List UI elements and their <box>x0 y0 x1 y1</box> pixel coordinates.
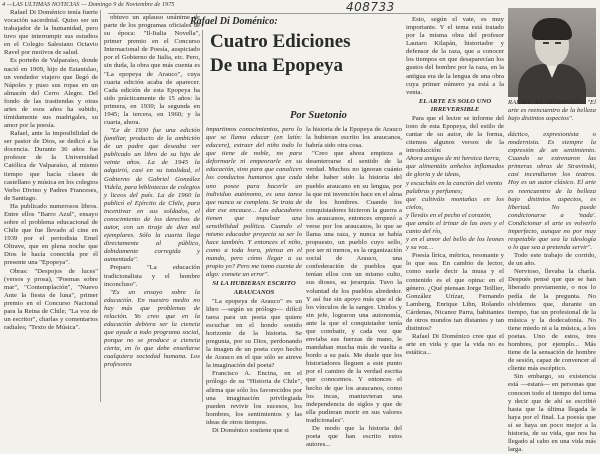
paragraph: impartimos conocimientos, pero lo que se llama educar (en latín: educere), extraer del niño todo lo que tiene de noble, no para deformarle ni empeorarle en su educación, sino para que canalicen los conductos humanos que cada uno posee para hacerle un individuo autónomo, es una tarea que nunca se completa. Se trata de dar ese encauce... Los educadores tienen que impulsar una sensibilidad política. Cuando el mismo educador proyecta su ser lo hace también. Y entonces el niño, como a toda hora, piensa en el mando, pero cómo llegar a su propio yo? Pero me tomo cuenta de algo: comete un error". <box>206 126 302 279</box>
paragraph: Obras: "Despojos de luces" (versos y prosa), "Poemas sobre mar", "Contemplación", "Nuevo Ante la fiesta de luna", primer premio en el Concurso Nacional para la Reina de Chile; "La voz de un escritor", charlas y comentarios radiales; "Texto de Música". <box>4 267 98 332</box>
paragraph: Ha publicado numerosos libros. Entre ellos "Barro Azul", ensayo sobre el problema educacional de Chile que fue llevado al cine en 1939 por el periodista Emel Oltrave, que en plena noche que Dios le hacía conocida por él presente una "Epopeya". <box>4 202 98 267</box>
headline-line-1: Cuatro Ediciones <box>210 31 351 52</box>
verse-line: palabras y perfumes; <box>406 187 463 195</box>
paragraph: Nervioso, llevaba la charla. Después pensé que que se han liberado previamente, o nos lo pedía de la pregunta. No olvidemos que, durante un tiempo, fue un profesional de la música y la dodecafonía. No tiene miedo ni a la música, a los poetas. Uno de estos, tres hombres, por ejemplo... Más tiene de la sensación de hombre de sesión, capaz de convencer al cliente más escéptico. <box>508 268 596 373</box>
author-portrait-photo <box>508 8 596 97</box>
paragraph: Preparo "La educación tradicionalista y el hombre inconcluso". <box>104 264 200 288</box>
subheading: SI LA HUBIERAN ESCRITO ARAUCANOS <box>212 280 296 296</box>
paragraph: Rafael Di Doménico tenía fuerte vocación sacerdotal. Quiso ser un trabajador de la humanidad, pero tuvo que interrumpir sus estudios en el Colegio Salesiano Octavio Ravel por motivos de salud. <box>4 9 98 57</box>
column-rule <box>202 30 203 402</box>
column-5 <box>406 16 504 404</box>
paragraph: Esto, según el vate, es muy importante. Y el tema está tratado por la misma obra del profesor Lautaro Kilapán, historiador y defensor de la raza, que a conocer los tiempos en que desaparecían los gustos del hombre por la raza, en la antigua era de la lengua de una obra cuya primer número ya está a la venta. <box>406 16 504 96</box>
paragraph: Sin embargo, su existencia está —estará— en personas que conocen todo el tiempo del tema y decir que de ahí se escribió hasta que la última llegada le haya por el final. La poesía que sí se haya un poco mejor a la historia, de su vida, que nos ha llegado al cabo en una vida más larga. <box>508 373 596 454</box>
verse-line: que amáis el trinar de las aves y el canto del río, <box>406 219 504 236</box>
subheading: EL ARTE ES SOLO UNO IRREVERSIBLE <box>418 97 492 113</box>
paragraph: Poesía lírica, métrica, resonante y lo que sea. En cambio de lector, como suele decir la musa y el contenido es el que opina: en el género. ¿Qué piensan Jorge Teillier, González Urízar, Fernando Lamberg, Enrique Lihn, Rolando Cárdenas, Nicanor Parra, habitantes de otros mundos tan distantes y tan distintos? <box>406 252 504 332</box>
paragraph: Di Doménico sostiene que si <box>212 426 289 434</box>
verse-line: y lleváis en el pecho el corazón, <box>406 211 492 219</box>
column-4 <box>306 126 402 449</box>
paragraph: Rafael, ante la imposibilidad de ser pastor de Dios, se dedicó a la docencia. Durante 36 años fue profesor de la Universidad Católica de Valparaíso, al mismo tiempo que hacía clases de castellano y música en los colegios Verbo Divino y Padres Franceses, de Santiago. <box>4 130 98 202</box>
verse-line: que cultiváis montañas en los cielos, <box>406 195 504 211</box>
verse-line: que alimentáis anhelos inflamados de gloria y de ideas, <box>406 163 504 179</box>
headline-line-2: De una Epopeya <box>210 55 344 76</box>
paragraph: Es porteño de Valparaíso, donde nació en 1909, hijo de Estanislao, un vendedor viajero que llegó de Nápoles y puso sus ropas en un almacén del Cerro Alegre. Del fondo de las trastiendas y otras artes de esos años ha subido, tímidamente sus madrigales, su amor por la poesía. <box>4 57 98 130</box>
paragraph: dáctico, expresionista o modernista. Es siempre la expresión de un sentimiento. Cuando se estrenaron las primeras obras de Stravinski, casi incendiaron los teatros. Hoy es un autor clásico. El arte es reencuentro de la belleza bajo distintos aspectos, es libertad. No puede condicionarse a 'nada'. Condicionar el arte es volverlo imperfecto, aunque no por muy respetable que sea la ideología o lo que sea a pretenda servir". <box>508 131 596 252</box>
photo-caption: RAFAEL DI DOMÉNICO: "El arte es reencuentro de la belleza bajo distintos aspectos". <box>508 99 596 123</box>
paragraph: De modo que la historia del poeta que han escrito estos autores... <box>306 424 402 449</box>
author-byline: Por Suetonio <box>290 110 347 121</box>
column-6 <box>508 131 596 454</box>
verse-line: y escucháis en la canción del viento <box>406 179 503 187</box>
column-2 <box>104 14 200 404</box>
paragraph: "La epopeya de Arauco" es un libro —según su prólogo— difícil tarea para un poeta que quiere escuchar en el hondo sonido horizonte de la historia. Se pregunta, por su Dios, perdonando la imagen de un poeta cuyo hecho de Arauco en el que sólo se atreve la imaginación del poeta? <box>206 297 302 370</box>
running-header: 4 —LAS ULTIMAS NOTICIAS — Domingo 9 de Noviembre de 1975 <box>2 1 175 8</box>
article-kicker: Rafael Di Doménico: <box>190 16 278 27</box>
paragraph: Rafael Di Doménico cree que el arte en vida y que la vida no es estática... <box>406 333 504 357</box>
paragraph: obtuvo un aplauso unánime de parte de los programas oficiales de su época: "Il-Italia Novella", primer premio en el Concurso Internacional de Poesía, auspiciado por el Gobierno de Italia, etc. Pero, sin duda, la obra que más cuenta es "La epopeya de Arauco", cuya cuarta edición acaba de aparecer. Cada edición de esta Epopeya ha sido prácticamente de 15 años: la primera, en 1930; la segunda en 1945; la tercera, en 1960; y la cuarta, ahora. <box>104 14 200 127</box>
handwritten-archive-number: 408733 <box>346 0 395 14</box>
verse-line: Ahora amigos de mi heroica tierra, <box>406 155 501 163</box>
paragraph: Para que el lector se informe del tono de esta Epopeya, del estilo de cantar de su autor, de la forma, citemos algunos versos de la introducción: <box>406 114 504 155</box>
column-1 <box>4 9 98 403</box>
paragraph: "Le de 1930 fue una edición familiar, producto de la ambición de un padre que deseaba ver publicado un libro de su hijo de veinte años. La de 1945 la adquirió, casi en su totalidad, el Gobierno de Gabriel González Videla, para bibliotecas de colegios y liceos del país. La de 1960 la publicó el Ejército de Chile, para incentivar en sus soldados, el conocimiento de los derechos de autor, con un tiraje de diez mil ejemplares. Sólo la cuarta llega directamente al público, debidamente corregida y aumentada". <box>104 127 200 264</box>
column-3 <box>206 126 302 434</box>
column-rule <box>100 10 101 402</box>
paragraph: "Creo que ahora empieza a desenterrarse el sentido de la verdad. Muchos no ignoran cuánto debe haber sido la historia del pueblo araucano en su lengua, por la que mi invención hace en el alma de los hombres. Cuando los conquistadores hicieron la guerra a los araucanos, entonces empezó a verse por los araucanos, lo que se llama una raza, y nunca se había propuesto, un pueblo cuyo sello, por ser ni menos, es la organización social de Arauco, una confederación de pueblos que tenían ellos con un mismo culto, sus dioses, su jerarquía. Tuvo la voluntad de los pueblos alrededor. Y así fue sin apoyo más que el de los vínculos de la sangre. Unidos y sin jefe, lograron una autonomía, ante la que el conquistador tenía que combatir, y cada vez que enviaba sus fuerzas de mano, le mandaban mucha más de vuelta a bordo a su país. Me duele que los historiadores lleguen a este punto por el camino de la verdad escrita que conocemos. Y entonces el hecho de que los araucanos, como los incas, mantuvieran una independencia de siglos y que de ella pudieran morir en sus valores tradicionales". <box>306 150 402 424</box>
paragraph: Todo este trabajo de corrido, de un año. <box>508 252 596 268</box>
verse-line: y en el amor del bello de los leones y su voz… <box>406 236 504 252</box>
paragraph: la historia de la Epopeya de Arauco la hubieran escrito los araucanos, habría sido otra cosa. <box>306 126 402 150</box>
paragraph: Francisco A. Encina, en el prólogo de su "Historia de Chile", afirma que sólo los favorecidos por una imaginación privilegiada pueden revivir los sucesos, los hombres, los sentimientos y las ideas de otros tiempos. <box>206 370 302 426</box>
paragraph: "Es un ensayo sobre la educación. En nuestro medio no hay más que problemas de relación. Yo creo que en la educación debiera ser la ciencia que ayude a todo programa social, porque no se produce a ciencia cierta, en lo que debe enseñarse cualquiera sociedad humana. Los profesores <box>104 288 200 369</box>
